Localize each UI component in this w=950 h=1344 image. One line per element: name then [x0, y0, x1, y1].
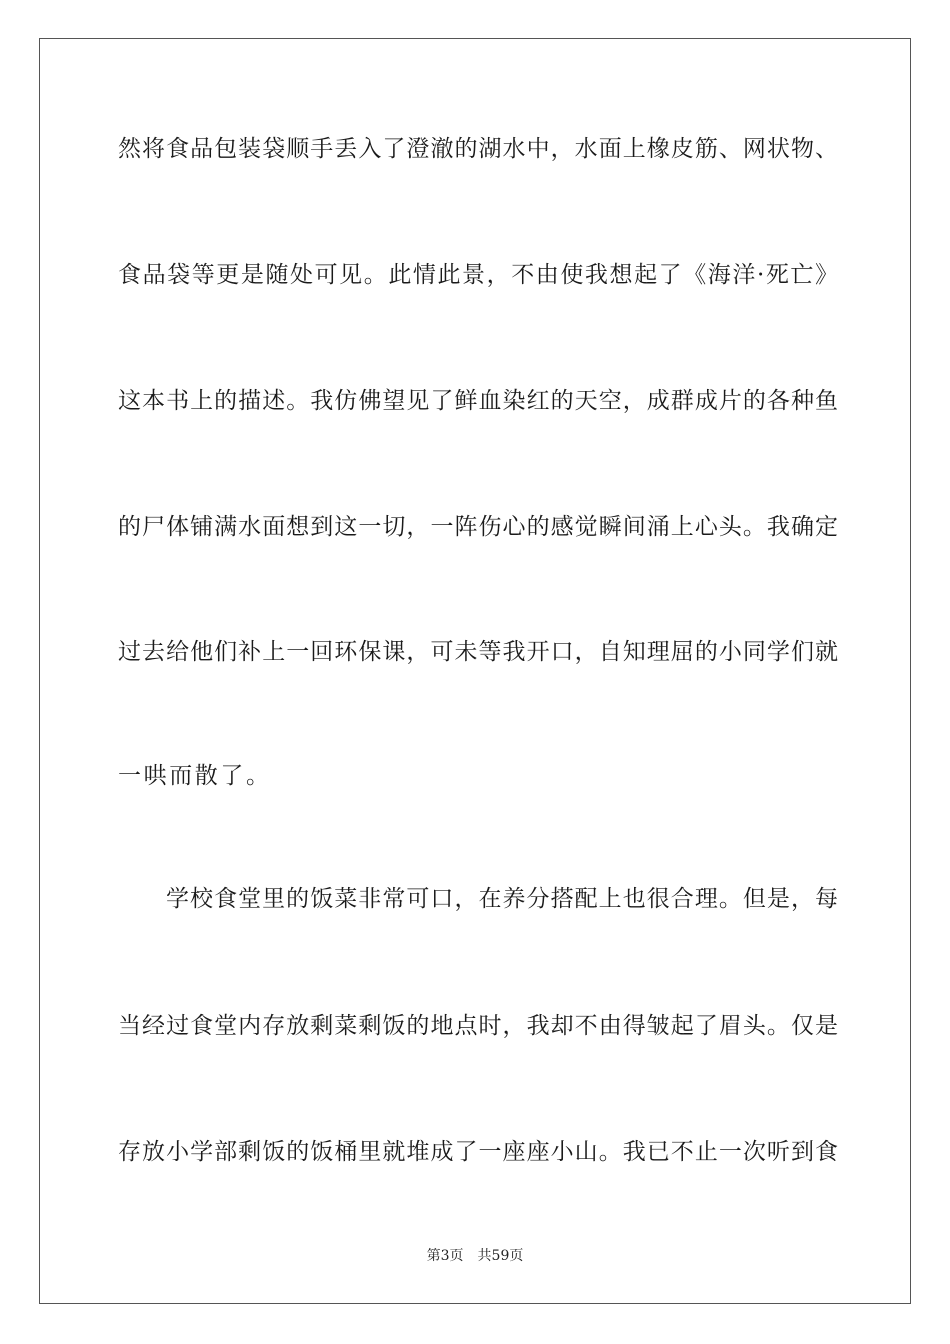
text-line-7: 学校食堂里的饭菜非常可口，在养分搭配上也很合理。但是，每 — [166, 886, 838, 912]
text-line-9: 存放小学部剩饭的饭桶里就堆成了一座座小山。我已不止一次听到食 — [118, 1139, 838, 1165]
page-border — [39, 38, 911, 1304]
total-pages: 共59页 — [477, 1248, 524, 1264]
text-line-4: 的尸体铺满水面想到这一切，一阵伤心的感觉瞬间涌上心头。我确定 — [118, 514, 838, 540]
text-line-3: 这本书上的描述。我仿佛望见了鲜血染红的天空，成群成片的各种鱼 — [118, 388, 838, 414]
page-number: 第3页 — [426, 1248, 464, 1264]
page-footer — [0, 1247, 950, 1265]
text-line-8: 当经过食堂内存放剩菜剩饭的地点时，我却不由得皱起了眉头。仅是 — [118, 1013, 838, 1039]
text-line-2: 食品袋等更是随处可见。此情此景，不由使我想起了《海洋·死亡》 — [118, 262, 838, 288]
text-line-1: 然将食品包装袋顺手丢入了澄澈的湖水中，水面上橡皮筋、网状物、 — [118, 136, 838, 162]
text-line-6: 一哄而散了。 — [118, 763, 272, 789]
text-line-5: 过去给他们补上一回环保课，可未等我开口，自知理屈的小同学们就 — [118, 639, 838, 665]
